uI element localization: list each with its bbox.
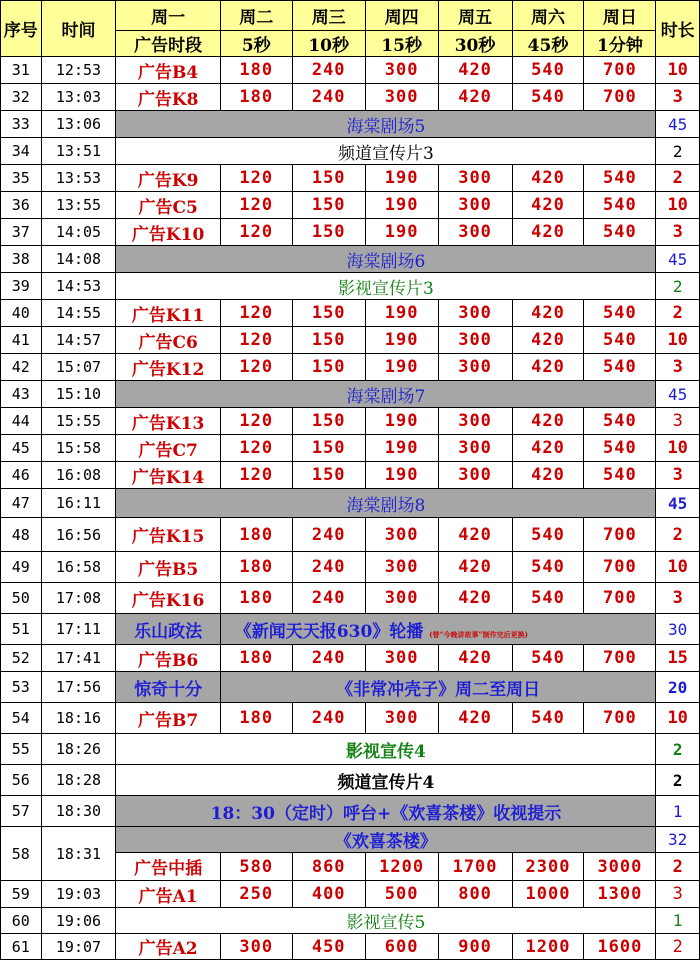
- row-time: 17:41: [41, 645, 116, 672]
- ad-slot-name: 广告K14: [116, 462, 220, 489]
- row-no: 54: [1, 703, 42, 734]
- price-5s: 120: [220, 219, 292, 246]
- header-day-wed: 周三: [292, 1, 365, 31]
- table-row: [1, 552, 700, 583]
- price-10s: 240: [292, 583, 365, 614]
- price-15s: 190: [365, 435, 438, 462]
- price-15s: 500: [365, 881, 438, 908]
- row-duration: 10: [656, 703, 700, 734]
- row-no: 51: [1, 614, 42, 645]
- row-no: 49: [1, 552, 42, 583]
- program-note: (替“今晚讲故事”制作完后更换): [429, 629, 528, 639]
- row-time: 18:31: [41, 827, 116, 881]
- price-5s: 180: [220, 645, 292, 672]
- table-row: [1, 435, 700, 462]
- row-duration: 3: [656, 408, 700, 435]
- program-name: 海棠剧场8: [116, 489, 656, 518]
- row-no: 46: [1, 462, 42, 489]
- ad-slot-name: 广告K11: [116, 300, 220, 327]
- price-60s: 700: [584, 84, 656, 111]
- price-45s: 2300: [512, 853, 584, 881]
- price-60s: 540: [584, 435, 656, 462]
- row-time: 19:03: [41, 881, 116, 908]
- price-60s: 540: [584, 327, 656, 354]
- row-time: 18:30: [41, 796, 116, 827]
- table-row: [1, 672, 700, 703]
- price-30s: 300: [438, 192, 512, 219]
- row-duration: 30: [656, 614, 700, 645]
- price-5s: 180: [220, 583, 292, 614]
- row-time: 17:08: [41, 583, 116, 614]
- price-30s: 300: [438, 462, 512, 489]
- price-45s: 540: [512, 703, 584, 734]
- table-row: [1, 192, 700, 219]
- row-time: 17:11: [41, 614, 116, 645]
- price-45s: 540: [512, 645, 584, 672]
- table-row: [1, 381, 700, 408]
- price-45s: 420: [512, 435, 584, 462]
- table-row: [1, 796, 700, 827]
- price-10s: 240: [292, 84, 365, 111]
- row-time: 14:53: [41, 273, 116, 300]
- row-no: 50: [1, 583, 42, 614]
- row-no: 32: [1, 84, 42, 111]
- price-60s: 3000: [584, 853, 656, 881]
- table-row: [1, 219, 700, 246]
- price-5s: 180: [220, 84, 292, 111]
- row-no: 31: [1, 57, 42, 84]
- header-day-sun: 周日: [584, 1, 656, 31]
- price-45s: 1200: [512, 934, 584, 960]
- price-15s: 300: [365, 57, 438, 84]
- price-10s: 860: [292, 853, 365, 881]
- ad-slot-name: 广告K15: [116, 518, 220, 552]
- program-name: 《非常冲壳子》周二至周日: [220, 672, 656, 703]
- price-45s: 420: [512, 165, 584, 192]
- price-60s: 700: [584, 57, 656, 84]
- table-row: [1, 246, 700, 273]
- ad-slot-name: 广告中插: [116, 853, 220, 881]
- price-30s: 420: [438, 552, 512, 583]
- row-no: 56: [1, 765, 42, 796]
- row-time: 14:08: [41, 246, 116, 273]
- ad-slot-name: 广告K13: [116, 408, 220, 435]
- row-no: 35: [1, 165, 42, 192]
- header-len-60s: 1分钟: [584, 31, 656, 57]
- table-row: [1, 300, 700, 327]
- ad-slot-name: 广告A2: [116, 934, 220, 960]
- header-len-15s: 15秒: [365, 31, 438, 57]
- price-60s: 540: [584, 192, 656, 219]
- price-5s: 300: [220, 934, 292, 960]
- row-time: 16:08: [41, 462, 116, 489]
- row-no: 60: [1, 908, 42, 934]
- row-duration: 3: [656, 583, 700, 614]
- price-5s: 120: [220, 354, 292, 381]
- row-duration: 2: [656, 518, 700, 552]
- price-5s: 120: [220, 327, 292, 354]
- row-time: 14:57: [41, 327, 116, 354]
- row-duration: 32: [656, 827, 700, 853]
- price-15s: 300: [365, 552, 438, 583]
- table-row: [1, 354, 700, 381]
- price-30s: 300: [438, 165, 512, 192]
- row-time: 16:11: [41, 489, 116, 518]
- program-name: 海棠剧场7: [116, 381, 656, 408]
- price-30s: 300: [438, 435, 512, 462]
- row-no: 33: [1, 111, 42, 138]
- price-5s: 120: [220, 462, 292, 489]
- row-time: 12:53: [41, 57, 116, 84]
- price-15s: 300: [365, 645, 438, 672]
- row-time: 16:58: [41, 552, 116, 583]
- table-row: [1, 645, 700, 672]
- row-duration: 45: [656, 489, 700, 518]
- price-10s: 150: [292, 219, 365, 246]
- price-15s: 600: [365, 934, 438, 960]
- price-45s: 420: [512, 354, 584, 381]
- price-30s: 900: [438, 934, 512, 960]
- price-30s: 420: [438, 703, 512, 734]
- price-60s: 540: [584, 408, 656, 435]
- row-duration: 3: [656, 881, 700, 908]
- program-name: 影视宣传片3: [116, 273, 656, 300]
- price-5s: 120: [220, 435, 292, 462]
- price-30s: 300: [438, 354, 512, 381]
- row-no: 40: [1, 300, 42, 327]
- table-row: [1, 614, 700, 645]
- table-row: [1, 138, 700, 165]
- price-10s: 150: [292, 192, 365, 219]
- price-30s: 420: [438, 645, 512, 672]
- ad-slot-name: 广告B4: [116, 57, 220, 84]
- row-time: 17:56: [41, 672, 116, 703]
- price-45s: 1000: [512, 881, 584, 908]
- row-duration: 2: [656, 300, 700, 327]
- price-45s: 540: [512, 57, 584, 84]
- row-no: 52: [1, 645, 42, 672]
- row-no: 58: [1, 827, 42, 881]
- table-row: [1, 827, 700, 853]
- price-15s: 300: [365, 84, 438, 111]
- header-len-10s: 10秒: [292, 31, 365, 57]
- row-no: 38: [1, 246, 42, 273]
- row-duration: 2: [656, 853, 700, 881]
- row-no: 53: [1, 672, 42, 703]
- price-10s: 240: [292, 518, 365, 552]
- header-row-days: [1, 1, 700, 31]
- price-45s: 420: [512, 300, 584, 327]
- row-time: 15:58: [41, 435, 116, 462]
- ad-slot-name: 广告A1: [116, 881, 220, 908]
- table-row: [1, 408, 700, 435]
- row-duration: 10: [656, 57, 700, 84]
- price-10s: 150: [292, 408, 365, 435]
- ad-slot-name: 广告C6: [116, 327, 220, 354]
- price-10s: 150: [292, 300, 365, 327]
- price-60s: 540: [584, 354, 656, 381]
- table-row: [1, 462, 700, 489]
- price-45s: 540: [512, 583, 584, 614]
- row-time: 18:28: [41, 765, 116, 796]
- header-day-fri: 周五: [438, 1, 512, 31]
- row-no: 36: [1, 192, 42, 219]
- row-duration: 2: [656, 138, 700, 165]
- price-60s: 540: [584, 165, 656, 192]
- ad-slot-name: 广告K10: [116, 219, 220, 246]
- row-duration: 2: [656, 765, 700, 796]
- price-30s: 420: [438, 518, 512, 552]
- row-duration: 3: [656, 84, 700, 111]
- ad-slot-name: 广告K8: [116, 84, 220, 111]
- header-len-30s: 30秒: [438, 31, 512, 57]
- price-30s: 300: [438, 327, 512, 354]
- header-seq: 序号: [1, 1, 42, 57]
- price-45s: 420: [512, 219, 584, 246]
- price-45s: 540: [512, 518, 584, 552]
- row-time: 19:06: [41, 908, 116, 934]
- price-5s: 180: [220, 57, 292, 84]
- program-name: 影视宣传5: [116, 908, 656, 934]
- table-row: [1, 84, 700, 111]
- price-15s: 300: [365, 518, 438, 552]
- ad-slot-name: 广告B6: [116, 645, 220, 672]
- price-15s: 1200: [365, 853, 438, 881]
- price-5s: 180: [220, 703, 292, 734]
- program-name: 频道宣传片3: [116, 138, 656, 165]
- header-slot: 广告时段: [116, 31, 220, 57]
- price-10s: 240: [292, 645, 365, 672]
- price-30s: 420: [438, 583, 512, 614]
- program-name: 影视宣传4: [116, 734, 656, 765]
- price-60s: 700: [584, 703, 656, 734]
- price-15s: 190: [365, 354, 438, 381]
- ad-slot-name: 广告C7: [116, 435, 220, 462]
- header-day-tue: 周二: [220, 1, 292, 31]
- row-duration: 1: [656, 908, 700, 934]
- program-name: 频道宣传片4: [116, 765, 656, 796]
- price-60s: 1600: [584, 934, 656, 960]
- row-no: 57: [1, 796, 42, 827]
- row-time: 13:03: [41, 84, 116, 111]
- table-row: [1, 165, 700, 192]
- row-time: 13:06: [41, 111, 116, 138]
- row-duration: 3: [656, 354, 700, 381]
- row-time: 14:55: [41, 300, 116, 327]
- row-duration: 45: [656, 381, 700, 408]
- price-5s: 120: [220, 192, 292, 219]
- price-60s: 540: [584, 300, 656, 327]
- row-time: 13:55: [41, 192, 116, 219]
- row-no: 37: [1, 219, 42, 246]
- ad-slot-name: 广告K9: [116, 165, 220, 192]
- row-no: 41: [1, 327, 42, 354]
- row-time: 15:10: [41, 381, 116, 408]
- header-len-5s: 5秒: [220, 31, 292, 57]
- ad-slot-name: 广告B7: [116, 703, 220, 734]
- program-name: 《新闻天天报630》轮播: [234, 621, 424, 642]
- header-day-thu: 周四: [365, 1, 438, 31]
- table-row: [1, 57, 700, 84]
- price-60s: 540: [584, 462, 656, 489]
- header-day-mon: 周一: [116, 1, 220, 31]
- price-5s: 180: [220, 518, 292, 552]
- price-60s: 540: [584, 219, 656, 246]
- row-duration: 10: [656, 435, 700, 462]
- price-10s: 450: [292, 934, 365, 960]
- row-time: 14:05: [41, 219, 116, 246]
- price-15s: 190: [365, 192, 438, 219]
- price-15s: 300: [365, 583, 438, 614]
- table-row: [1, 111, 700, 138]
- row-no: 61: [1, 934, 42, 960]
- row-duration: 1: [656, 796, 700, 827]
- price-60s: 700: [584, 518, 656, 552]
- header-len-45s: 45秒: [512, 31, 584, 57]
- price-5s: 120: [220, 408, 292, 435]
- row-duration: 2: [656, 273, 700, 300]
- table-row: [1, 765, 700, 796]
- table-row: [1, 734, 700, 765]
- row-time: 15:55: [41, 408, 116, 435]
- program-name: 海棠剧场5: [116, 111, 656, 138]
- row-duration: 2: [656, 734, 700, 765]
- row-time: 13:51: [41, 138, 116, 165]
- row-no: 55: [1, 734, 42, 765]
- price-15s: 190: [365, 408, 438, 435]
- price-30s: 300: [438, 408, 512, 435]
- row-duration: 15: [656, 645, 700, 672]
- row-time: 18:26: [41, 734, 116, 765]
- program-cell: [220, 614, 656, 645]
- program-name: 海棠剧场6: [116, 246, 656, 273]
- price-30s: 1700: [438, 853, 512, 881]
- price-15s: 190: [365, 462, 438, 489]
- price-5s: 180: [220, 552, 292, 583]
- row-no: 34: [1, 138, 42, 165]
- row-duration: 2: [656, 934, 700, 960]
- ad-slot-name: 广告K16: [116, 583, 220, 614]
- ad-slot-name: 广告K12: [116, 354, 220, 381]
- price-30s: 420: [438, 57, 512, 84]
- row-time: 16:56: [41, 518, 116, 552]
- price-10s: 240: [292, 57, 365, 84]
- price-5s: 120: [220, 165, 292, 192]
- row-duration: 10: [656, 552, 700, 583]
- price-15s: 300: [365, 703, 438, 734]
- row-duration: 3: [656, 219, 700, 246]
- price-45s: 420: [512, 408, 584, 435]
- table-row: [1, 908, 700, 934]
- price-5s: 120: [220, 300, 292, 327]
- price-15s: 190: [365, 219, 438, 246]
- table-row: [1, 273, 700, 300]
- header-time: 时间: [41, 1, 116, 57]
- price-15s: 190: [365, 300, 438, 327]
- price-10s: 150: [292, 165, 365, 192]
- row-no: 59: [1, 881, 42, 908]
- price-30s: 300: [438, 300, 512, 327]
- row-no: 47: [1, 489, 42, 518]
- price-5s: 250: [220, 881, 292, 908]
- row-no: 44: [1, 408, 42, 435]
- table-row: [1, 934, 700, 960]
- price-45s: 420: [512, 327, 584, 354]
- price-10s: 150: [292, 327, 365, 354]
- row-duration: 10: [656, 192, 700, 219]
- price-10s: 150: [292, 435, 365, 462]
- price-10s: 240: [292, 552, 365, 583]
- price-45s: 420: [512, 462, 584, 489]
- price-5s: 580: [220, 853, 292, 881]
- price-60s: 700: [584, 645, 656, 672]
- row-duration: 3: [656, 462, 700, 489]
- price-10s: 150: [292, 354, 365, 381]
- price-15s: 190: [365, 327, 438, 354]
- row-duration: 10: [656, 327, 700, 354]
- header-day-sat: 周六: [512, 1, 584, 31]
- table-row: [1, 327, 700, 354]
- price-60s: 700: [584, 583, 656, 614]
- row-time: 13:53: [41, 165, 116, 192]
- price-60s: 1300: [584, 881, 656, 908]
- row-time: 19:07: [41, 934, 116, 960]
- price-10s: 150: [292, 462, 365, 489]
- row-no: 42: [1, 354, 42, 381]
- ad-slot-name: 广告C5: [116, 192, 220, 219]
- table-row: [1, 489, 700, 518]
- row-duration: 45: [656, 111, 700, 138]
- table-row: [1, 583, 700, 614]
- row-no: 39: [1, 273, 42, 300]
- price-10s: 400: [292, 881, 365, 908]
- header-duration: 时长: [656, 1, 700, 57]
- program-name: 18：30（定时）呼台+《欢喜茶楼》收视提示: [116, 796, 656, 827]
- program-name: 《欢喜茶楼》: [116, 827, 656, 853]
- ad-slot-name: 广告B5: [116, 552, 220, 583]
- row-no: 45: [1, 435, 42, 462]
- row-no: 48: [1, 518, 42, 552]
- price-15s: 190: [365, 165, 438, 192]
- row-duration: 2: [656, 165, 700, 192]
- row-duration: 20: [656, 672, 700, 703]
- column-name: 乐山政法: [116, 614, 220, 645]
- row-duration: 45: [656, 246, 700, 273]
- price-45s: 540: [512, 84, 584, 111]
- price-45s: 540: [512, 552, 584, 583]
- table-row: [1, 703, 700, 734]
- price-30s: 300: [438, 219, 512, 246]
- price-10s: 240: [292, 703, 365, 734]
- row-no: 43: [1, 381, 42, 408]
- column-name: 惊奇十分: [116, 672, 220, 703]
- price-30s: 800: [438, 881, 512, 908]
- row-time: 15:07: [41, 354, 116, 381]
- row-time: 18:16: [41, 703, 116, 734]
- price-45s: 420: [512, 192, 584, 219]
- table-row: [1, 518, 700, 552]
- price-60s: 700: [584, 552, 656, 583]
- price-30s: 420: [438, 84, 512, 111]
- table-row: [1, 881, 700, 908]
